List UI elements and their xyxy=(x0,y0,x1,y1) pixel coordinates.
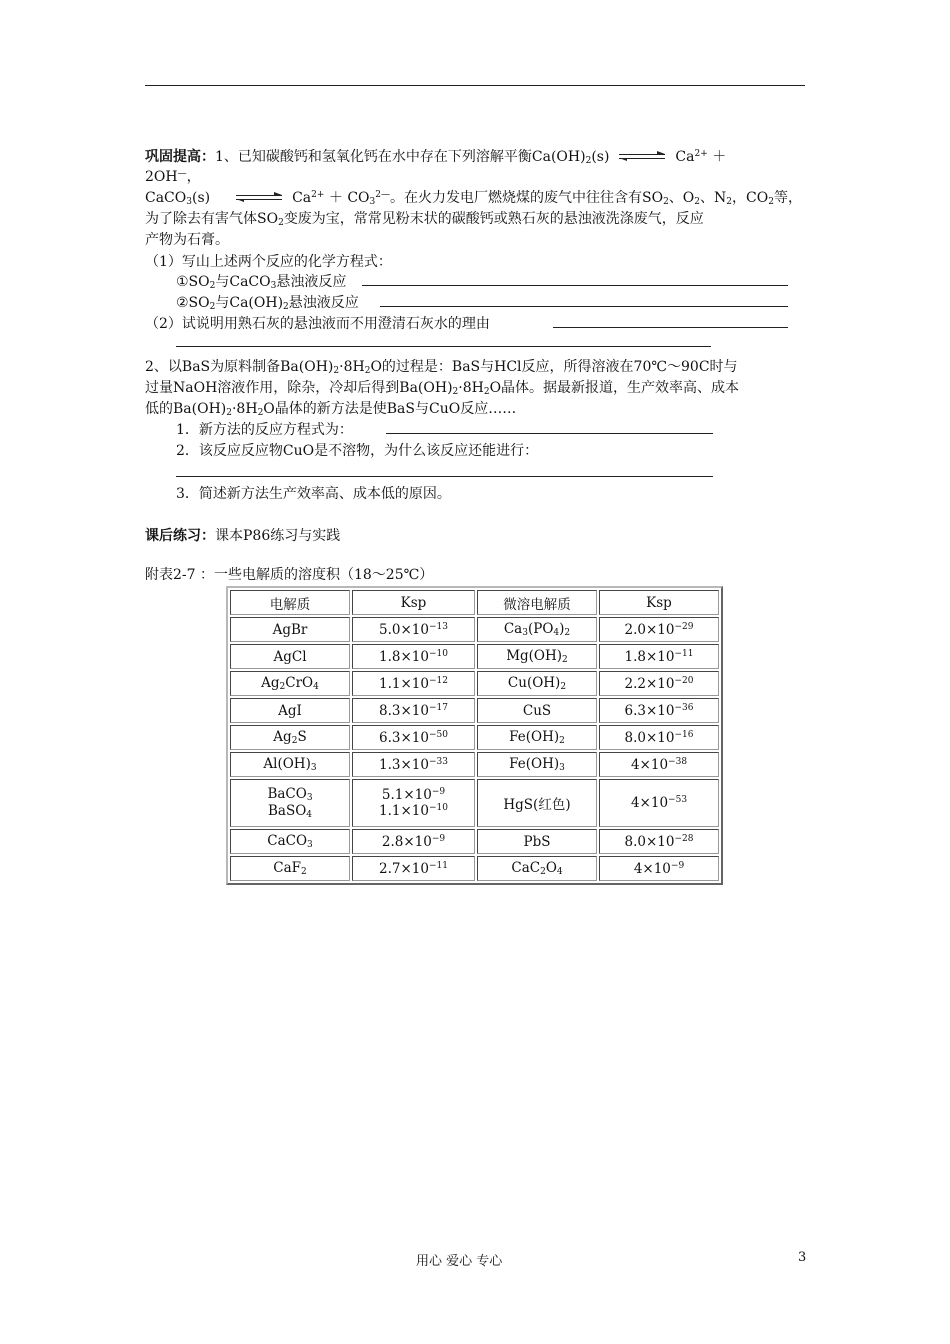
part1-b: $②SO_2$与$Ca(OH)_2$悬浊液反应 xyxy=(176,295,359,312)
header-rule xyxy=(145,85,805,86)
slightly-soluble-electrolyte-cell: HgS(红色) xyxy=(477,779,597,827)
electrolyte-cell: AgCl xyxy=(230,644,350,669)
ksp-cell: $2.7\times 10^{-11}$ xyxy=(352,856,475,881)
ksp-cell: $8.3\times 10^{-17}$ xyxy=(352,698,475,723)
equilibrium-arrow-icon xyxy=(236,192,282,204)
ksp-cell: $4\times 10^{-53}$ xyxy=(599,779,719,827)
ksp-cell: $8.0\times 10^{-28}$ xyxy=(599,829,719,854)
q2-line1: 2、以BaS为原料制备$Ba(OH)_2\cdot 8H_2O$的过程是：BaS与HCl反应，所得溶液在70℃～90C时与 xyxy=(145,359,738,376)
q2-line3: 低的$Ba(OH)_2\cdot 8H_2O$晶体的新方法是使BaS与CuO反应…… xyxy=(145,401,517,418)
slightly-soluble-electrolyte-cell: $Fe(OH)_3$ xyxy=(477,752,597,777)
part1-prompt: （1）写山上述两个反应的化学方程式： xyxy=(145,254,392,270)
column-header: Ksp xyxy=(599,590,719,615)
slightly-soluble-electrolyte-cell: $Cu(OH)_2$ xyxy=(477,671,597,696)
q2-line2: 过量NaOH溶液作用，除杂，冷却后得到$Ba(OH)_2\cdot 8H_2O$晶体。据最新报道，生产效率高、成本 xyxy=(145,380,740,397)
ksp-cell: $2.0\times 10^{-29}$ xyxy=(599,617,719,642)
electrolyte-cell: $Ag_2S$ xyxy=(230,725,350,750)
q1-lead: 1、已知碳酸钙和氢氧化钙在水中存在下列溶解平衡 xyxy=(215,149,532,165)
ksp-cell: $5.1\times 10^{-9}$ $1.1\times 10^{-10}$ xyxy=(352,779,475,827)
section-heading: 巩固提高： xyxy=(145,149,215,165)
ksp-cell: $1.8\times 10^{-10}$ xyxy=(352,644,475,669)
footer-center: 用心 爱心 专心 xyxy=(416,1254,503,1269)
answer-blank[interactable] xyxy=(176,346,711,347)
ksp-cell: $4\times 10^{-38}$ xyxy=(599,752,719,777)
q1-line3: 为了除去有害气体$SO_2$变废为宝，常常见粉末状的碳酸钙或熟石灰的悬浊液洗涤废气，反应 xyxy=(145,211,704,228)
table-row xyxy=(230,725,719,750)
column-header: 微溶电解质 xyxy=(477,590,597,615)
slightly-soluble-electrolyte-cell: $Fe(OH)_2$ xyxy=(477,725,597,750)
column-header: 电解质 xyxy=(230,590,350,615)
q1-line2: CaCO$_3$(s) $Ca^{2+} + CO_3^{2—}$。在火力发电厂燃烧煤的废气中往往含有$SO_2$、$O_2$、$N_2$，$CO_2$等， xyxy=(145,190,802,207)
slightly-soluble-electrolyte-cell: CuS xyxy=(477,698,597,723)
answer-blank[interactable] xyxy=(362,285,788,286)
table-row xyxy=(230,644,719,669)
answer-blank[interactable] xyxy=(380,306,788,307)
table-row xyxy=(230,779,719,827)
table-row xyxy=(230,698,719,723)
table-caption: 附表2-7 ：一些电解质的溶度积（18～25℃） xyxy=(145,567,434,583)
q2-item2: 2．该反应反应物CuO是不溶物，为什么该反应还能进行： xyxy=(176,443,539,459)
ksp-cell: $4\times 10^{-9}$ xyxy=(599,856,719,881)
electrolyte-cell: AgBr xyxy=(230,617,350,642)
slightly-soluble-electrolyte-cell: $CaC_2O_4$ xyxy=(477,856,597,881)
electrolyte-cell: BaCO$_3$ BaSO$_4$ xyxy=(230,779,350,827)
equilibrium-arrow-icon xyxy=(619,151,665,163)
part2-prompt: （2）试说明用熟石灰的悬浊液而不用澄清石灰水的理由 xyxy=(145,316,490,332)
electrolyte-cell: $Al(OH)_3$ xyxy=(230,752,350,777)
page-number: 3 xyxy=(798,1250,807,1265)
electrolyte-cell: CaF$_2$ xyxy=(230,856,350,881)
electrolyte-cell: CaCO$_3$ xyxy=(230,829,350,854)
ksp-cell: $1.1\times 10^{-12}$ xyxy=(352,671,475,696)
ksp-cell: $1.8\times 10^{-11}$ xyxy=(599,644,719,669)
ksp-cell: $1.3\times 10^{-33}$ xyxy=(352,752,475,777)
ksp-table xyxy=(226,586,723,885)
slightly-soluble-electrolyte-cell: $Ca_3(PO_4)_2$ xyxy=(477,617,597,642)
table-row xyxy=(230,671,719,696)
ksp-cell: $2.2\times 10^{-20}$ xyxy=(599,671,719,696)
table-header-row xyxy=(230,590,719,615)
q1-line1: 巩固提高：1、已知碳酸钙和氢氧化钙在水中存在下列溶解平衡$Ca(OH)_2(s)$ $Ca^{2+}$ ＋ xyxy=(145,149,727,166)
electrolyte-cell: AgI xyxy=(230,698,350,723)
ksp-cell: $8.0\times 10^{-16}$ xyxy=(599,725,719,750)
slightly-soluble-electrolyte-cell: PbS xyxy=(477,829,597,854)
column-header: Ksp xyxy=(352,590,475,615)
q1-line4: 产物为石膏。 xyxy=(145,232,229,248)
answer-blank[interactable] xyxy=(553,327,788,328)
table-row xyxy=(230,752,719,777)
q2-item3: 3．简述新方法生产效率高、成本低的原因。 xyxy=(176,486,451,502)
answer-blank[interactable] xyxy=(176,476,713,477)
ksp-cell: $2.8\times 10^{-9}$ xyxy=(352,829,475,854)
part1-a: $①SO_2$与CaCO$_3$悬浊液反应 xyxy=(176,274,347,291)
table-row xyxy=(230,829,719,854)
homework-line: 课后练习：课本P86练习与实践 xyxy=(145,528,341,544)
slightly-soluble-electrolyte-cell: $Mg(OH)_2$ xyxy=(477,644,597,669)
table-row xyxy=(230,856,719,881)
ksp-cell: $6.3\times 10^{-50}$ xyxy=(352,725,475,750)
q2-item1: 1．新方法的反应方程式为： xyxy=(176,422,353,438)
q1-line1b: 2OH—， xyxy=(145,169,201,185)
table-row xyxy=(230,617,719,642)
ksp-cell: $5.0\times 10^{-13}$ xyxy=(352,617,475,642)
electrolyte-cell: $Ag_2CrO_4$ xyxy=(230,671,350,696)
ksp-cell: $6.3\times 10^{-36}$ xyxy=(599,698,719,723)
answer-blank[interactable] xyxy=(386,433,713,434)
